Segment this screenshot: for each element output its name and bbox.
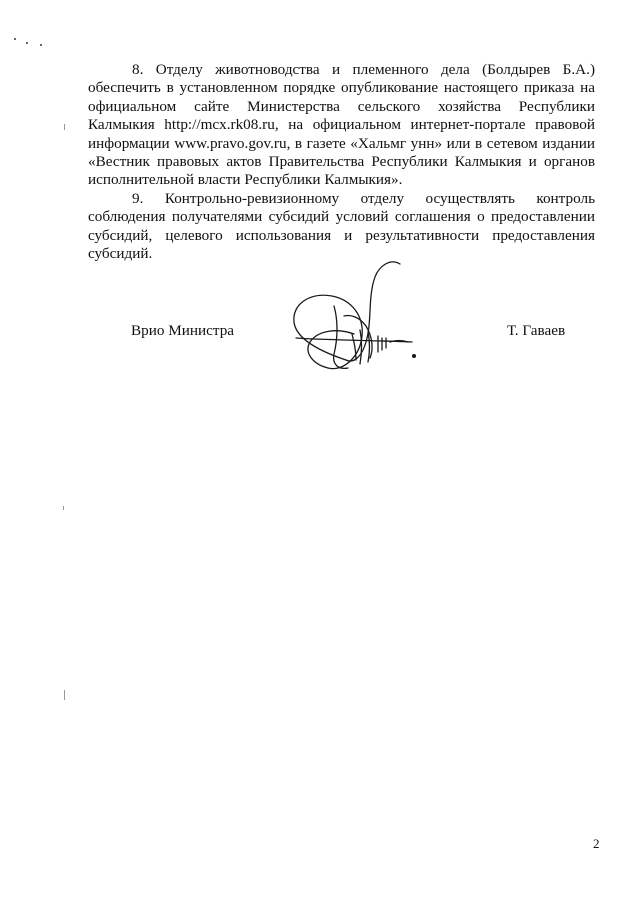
- scan-artifact: [63, 506, 64, 510]
- signer-position: Врио Министра: [131, 322, 235, 339]
- paragraph-8: 8. Отделу животноводства и племенного дела (Болдырев Б.А.) обеспечить в установленном порядке опубликование настоящего приказа на официальном сайте Министерства сельского хозяйства Республики Калмыкия http://mcx.rk08.ru, на официальном интернет-портале правовой информации www.pravo.gov.ru, в газете «Хальмг унн» или в сетевом издании «Вестник правовых актов Правительства Республики Калмыкия и органов исполнительной власти Республики Калмыкия».: [88, 61, 595, 189]
- scan-artifact: [26, 42, 28, 44]
- scan-artifact: [64, 690, 65, 700]
- document-body: [88, 61, 595, 263]
- handwritten-signature: [282, 256, 432, 406]
- scan-artifact: [40, 44, 42, 46]
- paragraph-9: 9. Контрольно-ревизионному отделу осуществлять контроль соблюдения получателями субсидий условий соглашения о предоставлении субсидий, целевого использования и результативности предоставления субсидий.: [88, 189, 595, 263]
- page-number: 2: [593, 836, 600, 851]
- scan-artifact: [64, 124, 65, 130]
- scan-artifact: [14, 38, 16, 40]
- signer-name: Т. Гаваев: [507, 322, 566, 339]
